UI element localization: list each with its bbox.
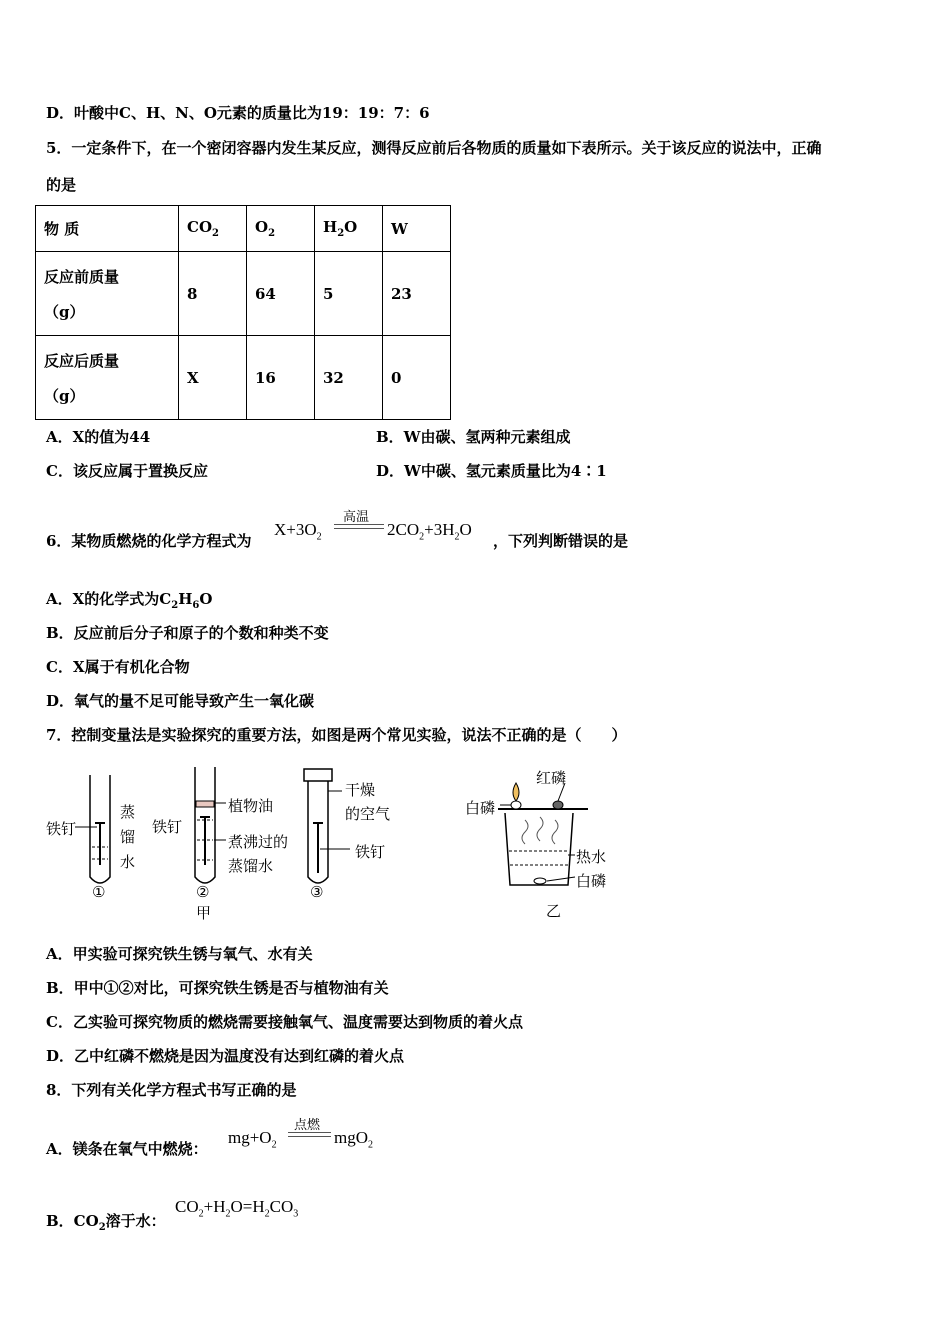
- q6-option-a: A．X的化学式为$C_2H_6O$: [46, 590, 213, 611]
- q7-option-b: B．甲中①②对比，可探究铁生锈是否与植物油有关: [46, 979, 389, 997]
- q5-stem: 5．一定条件下，在一个密闭容器内发生某反应，测得反应前后各物质的质量如下表所示。关于该反应的说法中，正确: [46, 139, 822, 157]
- q8-option-b-equation: $CO_2+H_2O=H_2CO_3$: [175, 1197, 299, 1220]
- q8-stem: 8．下列有关化学方程式书写正确的是: [46, 1081, 297, 1099]
- q6-option-b: B．反应前后分子和原子的个数和种类不变: [46, 624, 329, 642]
- opt-text: H: [178, 590, 193, 608]
- q5-option-a: A．X的值为44: [46, 428, 151, 446]
- iron-nail-2: [200, 817, 210, 865]
- stopper: [304, 769, 332, 781]
- q8-option-a-right: mgO$_2$: [334, 1128, 373, 1151]
- table-cell: 8: [179, 252, 247, 336]
- iron-nail-3: [313, 823, 323, 873]
- q7-option-a: A．甲实验可探究铁生锈与氧气、水有关: [46, 945, 313, 963]
- q6-option-c: C．X属于有机化合物: [46, 658, 190, 676]
- table-cell: 5: [315, 252, 383, 336]
- q6-stem-post: ，下列判断错误的是: [493, 532, 629, 550]
- eq-text: +H: [203, 1197, 226, 1216]
- label-boiled-1: 煮沸过的: [228, 833, 289, 851]
- flame-icon: [513, 783, 519, 801]
- label-jia: 甲: [196, 904, 212, 922]
- table-row: [36, 252, 451, 336]
- q8-option-b-label: B．$CO_2$溶于水：: [46, 1212, 166, 1233]
- table-cell: [36, 252, 179, 336]
- opt-text: 溶于水：: [105, 1212, 166, 1230]
- beaker: [505, 813, 573, 885]
- table-cell: $CO_2$: [179, 206, 247, 252]
- pointer-line: [547, 877, 575, 881]
- label-water-1: 蒸: [120, 803, 136, 821]
- q6-equation-left: $X+3O_2$: [274, 520, 322, 543]
- row-label: 反应后质量: [44, 351, 120, 370]
- q6-condition: 高温: [343, 510, 370, 525]
- q6-option-d: D．氧气的量不足可能导致产生一氧化碳: [46, 692, 315, 710]
- table-cell: $O_2$: [247, 206, 315, 252]
- opt-text: B．CO: [46, 1212, 99, 1230]
- label-water-2: 馏: [120, 828, 136, 846]
- label-dry-1: 干燥: [345, 781, 376, 799]
- label-boiled-2: 蒸馏水: [228, 857, 274, 875]
- q7-stem: 7．控制变量法是实验探究的重要方法，如图是两个常见实验，说法不正确的是（ ）: [46, 726, 627, 744]
- label-yi: 乙: [546, 902, 562, 920]
- oil-layer: [196, 801, 214, 807]
- q5-option-c: C．该反应属于置换反应: [46, 462, 208, 480]
- white-phosphorus-top: [511, 801, 521, 809]
- table-cell: X: [179, 336, 247, 420]
- label-nail-2: 铁钉: [152, 818, 183, 836]
- table-cell: [36, 336, 179, 420]
- opt-text: A．X的化学式为C: [46, 590, 172, 608]
- row-unit: （g）: [44, 386, 85, 405]
- q8-option-a-condition: 点燃: [294, 1118, 321, 1133]
- h2o-text: H: [323, 218, 338, 236]
- eq-right-text: O: [459, 520, 472, 539]
- opt-text: O: [199, 590, 213, 608]
- table-cell: $H_2O$: [315, 206, 383, 252]
- label-num-1: ①: [92, 883, 106, 901]
- q8-option-a-left: $mg+O_2$: [228, 1128, 277, 1151]
- label-nail-3: 铁钉: [355, 843, 386, 861]
- eq-right-text: 2CO: [387, 520, 420, 539]
- equals-bar: [334, 524, 384, 529]
- label-num-2: ②: [196, 883, 210, 901]
- white-phosphorus-bottom: [534, 878, 546, 884]
- label-nail-1: 铁钉: [46, 820, 77, 838]
- row-unit: （g）: [44, 302, 85, 321]
- q8-option-a-label: A．镁条在氧气中燃烧：: [46, 1140, 208, 1158]
- q4-option-d: D．叶酸中C、H、N、O元素的质量比为19：19：7：6: [46, 104, 430, 122]
- q6-equation-right: $2CO_2+3H_2O$: [387, 520, 472, 543]
- row-label: 反应前质量: [44, 267, 120, 286]
- label-dry-2: 的空气: [345, 805, 391, 823]
- table-cell: 物 质: [36, 206, 179, 252]
- table-cell: 23: [383, 252, 451, 336]
- label-red-phosphorus: 红磷: [536, 769, 567, 787]
- label-water-3: 水: [120, 853, 136, 871]
- label-white-phosphorus-1: 白磷: [465, 799, 496, 817]
- q5-option-b: B．W由碳、氢两种元素组成: [376, 428, 571, 446]
- q5-stem-cont: 的是: [46, 176, 77, 194]
- red-phosphorus: [553, 801, 563, 809]
- eq-right-text: +3H: [424, 520, 455, 539]
- eq-left-text: X+3O: [274, 520, 317, 539]
- eq-text: CO: [269, 1197, 294, 1216]
- o2-text: O: [255, 218, 269, 236]
- table-row: [36, 206, 451, 252]
- eq-text: CO: [175, 1197, 199, 1216]
- table-row: [36, 336, 451, 420]
- equals-bar: [288, 1132, 331, 1137]
- table-cell: 32: [315, 336, 383, 420]
- label-white-phosphorus-2: 白磷: [576, 872, 607, 890]
- table-cell: 0: [383, 336, 451, 420]
- eq-text: mgO: [334, 1128, 368, 1147]
- table-cell: 64: [247, 252, 315, 336]
- label-hot-water: 热水: [576, 848, 607, 866]
- q6-stem-pre: 6．某物质燃烧的化学方程式为: [46, 532, 252, 550]
- eq-text: mg+O: [228, 1128, 272, 1147]
- label-oil: 植物油: [228, 797, 274, 815]
- q5-option-d: D．W中碳、氢元素质量比为4∶1: [376, 462, 607, 480]
- table-cell: W: [383, 206, 451, 252]
- eq-text: O=H: [230, 1197, 265, 1216]
- table-cell: 16: [247, 336, 315, 420]
- co2-text: CO: [187, 218, 213, 236]
- label-num-3: ③: [310, 883, 324, 901]
- q5-table: [35, 205, 451, 420]
- q7-option-d: D．乙中红磷不燃烧是因为温度没有达到红磷的着火点: [46, 1047, 405, 1065]
- steam-lines: [522, 817, 558, 844]
- q7-option-c: C．乙实验可探究物质的燃烧需要接触氧气、温度需要达到物质的着火点: [46, 1013, 523, 1031]
